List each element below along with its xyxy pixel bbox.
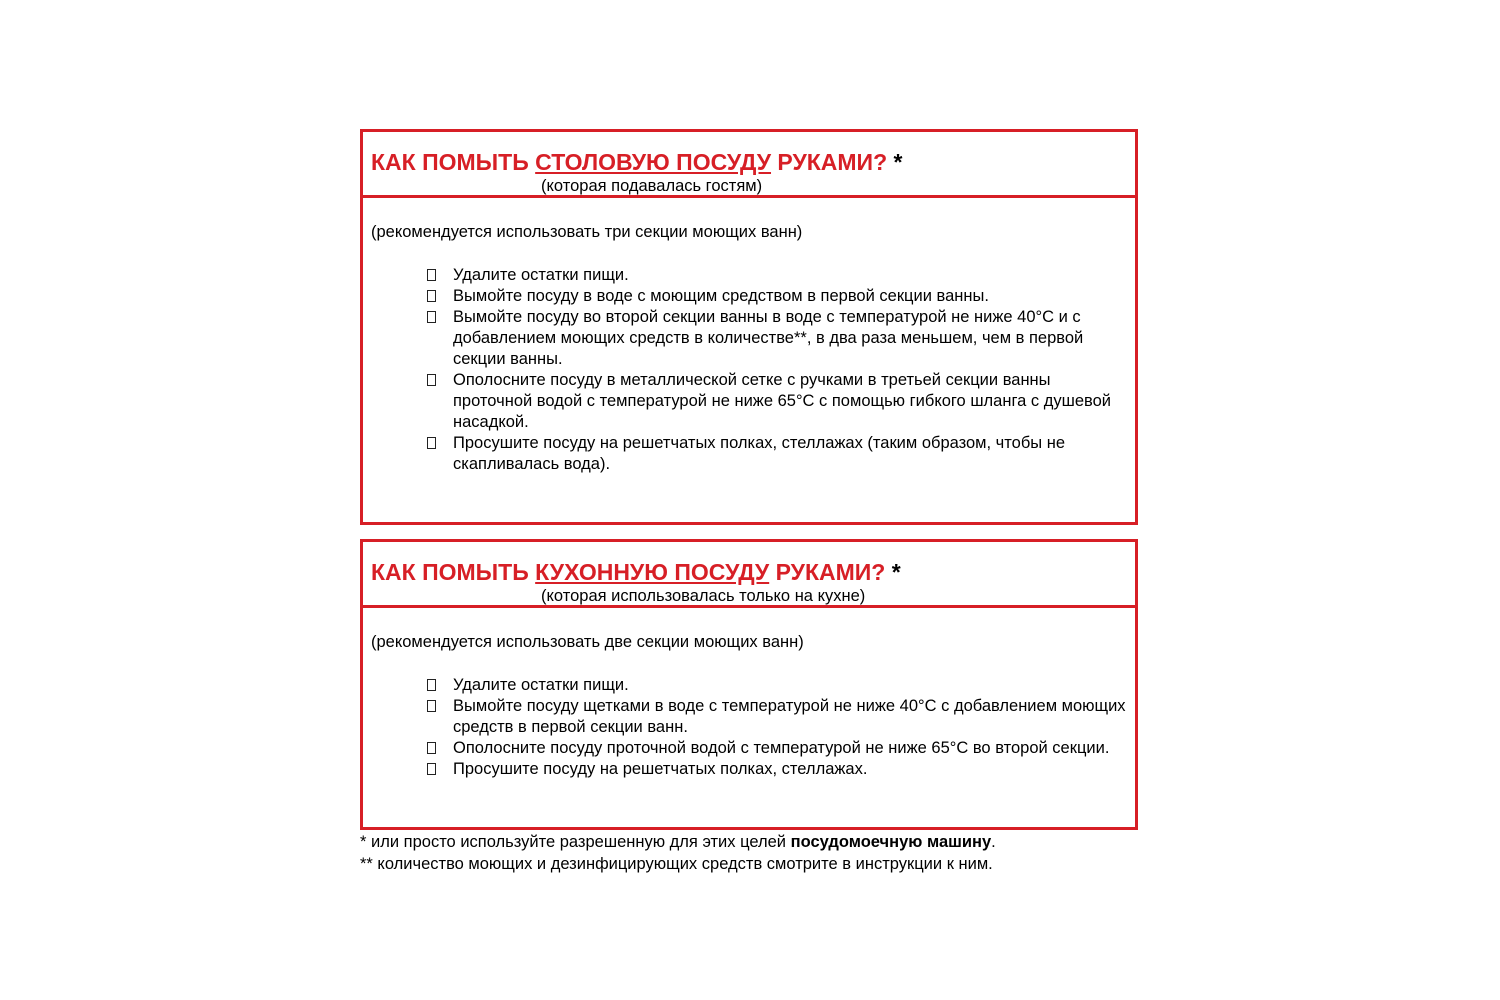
title-text-end: РУКАМИ? — [769, 559, 886, 585]
section-intro: (рекомендуется использовать две секции моющих ванн) — [371, 633, 804, 651]
bullet-icon — [427, 311, 436, 323]
step-text: Удалите остатки пищи. — [453, 676, 629, 694]
title-text: КАК ПОМЫТЬ — [371, 559, 536, 585]
section-title — [371, 149, 902, 176]
footnote-bold-text: посудомоечную машину — [790, 833, 992, 851]
footnote-end: . — [991, 833, 996, 851]
bullet-icon — [427, 742, 436, 754]
footnotes — [360, 831, 996, 875]
steps-list — [427, 675, 1127, 780]
step-text: Ополосните посуду проточной водой с температурой не ниже 65°С во второй секции. — [453, 739, 1110, 757]
footnote-1 — [360, 831, 996, 853]
bullet-icon — [427, 700, 436, 712]
list-item — [427, 738, 1127, 759]
section-header — [363, 542, 1135, 608]
step-text: Вымойте посуду в воде с моющим средством в первой секции ванны. — [453, 287, 989, 305]
title-underlined-text: КУХОННУЮ ПОСУДУ — [535, 559, 770, 585]
title-underlined-text: СТОЛОВУЮ ПОСУДУ — [535, 149, 772, 175]
step-text: Вымойте посуду во второй секции ванны в воде с температурой не ниже 40°С и с добавлением моющих средств в количестве**, в два раза меньшем, чем в первой секции ванны. — [453, 308, 1084, 368]
section-title — [371, 559, 901, 586]
title-text: КАК ПОМЫТЬ — [371, 149, 536, 175]
list-item — [427, 307, 1127, 370]
section-header — [363, 132, 1135, 198]
bullet-icon — [427, 374, 436, 386]
step-text: Удалите остатки пищи. — [453, 266, 629, 284]
list-item — [427, 433, 1127, 475]
step-text: Вымойте посуду щетками в воде с температурой не ниже 40°С с добавлением моющих средств в первой секции ванн. — [453, 697, 1126, 736]
list-item — [427, 696, 1127, 738]
bullet-icon — [427, 437, 436, 449]
step-text: Ополосните посуду в металлической сетке с ручками в третьей секции ванны проточной водой с температурой не ниже 65°С с помощью гибкого шланга с душевой насадкой. — [453, 371, 1111, 431]
step-text: Просушите посуду на решетчатых полках, стеллажах (таким образом, чтобы не скапливалась вода). — [453, 434, 1066, 473]
list-item — [427, 286, 1127, 307]
bullet-icon — [427, 290, 436, 302]
bullet-icon — [427, 269, 436, 281]
footnote-2: ** количество моющих и дезинфицирующих средств смотрите в инструкции к ним. — [360, 855, 993, 873]
bullet-icon — [427, 763, 436, 775]
title-text-end: РУКАМИ? — [771, 149, 888, 175]
bullet-icon — [427, 679, 436, 691]
title-asterisk: * — [885, 559, 901, 585]
list-item — [427, 675, 1127, 696]
section-kitchen-dishes — [360, 539, 1138, 830]
list-item — [427, 759, 1127, 780]
list-item — [427, 265, 1127, 286]
title-asterisk: * — [887, 149, 903, 175]
section-subtitle: (которая использовалась только на кухне) — [541, 587, 866, 605]
steps-list — [427, 265, 1127, 475]
section-table-dishes — [360, 129, 1138, 525]
footnote-text: * или просто используйте разрешенную для этих целей — [360, 833, 791, 851]
step-text: Просушите посуду на решетчатых полках, стеллажах. — [453, 760, 868, 778]
section-subtitle: (которая подавалась гостям) — [541, 177, 763, 195]
list-item — [427, 370, 1127, 433]
section-intro: (рекомендуется использовать три секции моющих ванн) — [371, 223, 803, 241]
